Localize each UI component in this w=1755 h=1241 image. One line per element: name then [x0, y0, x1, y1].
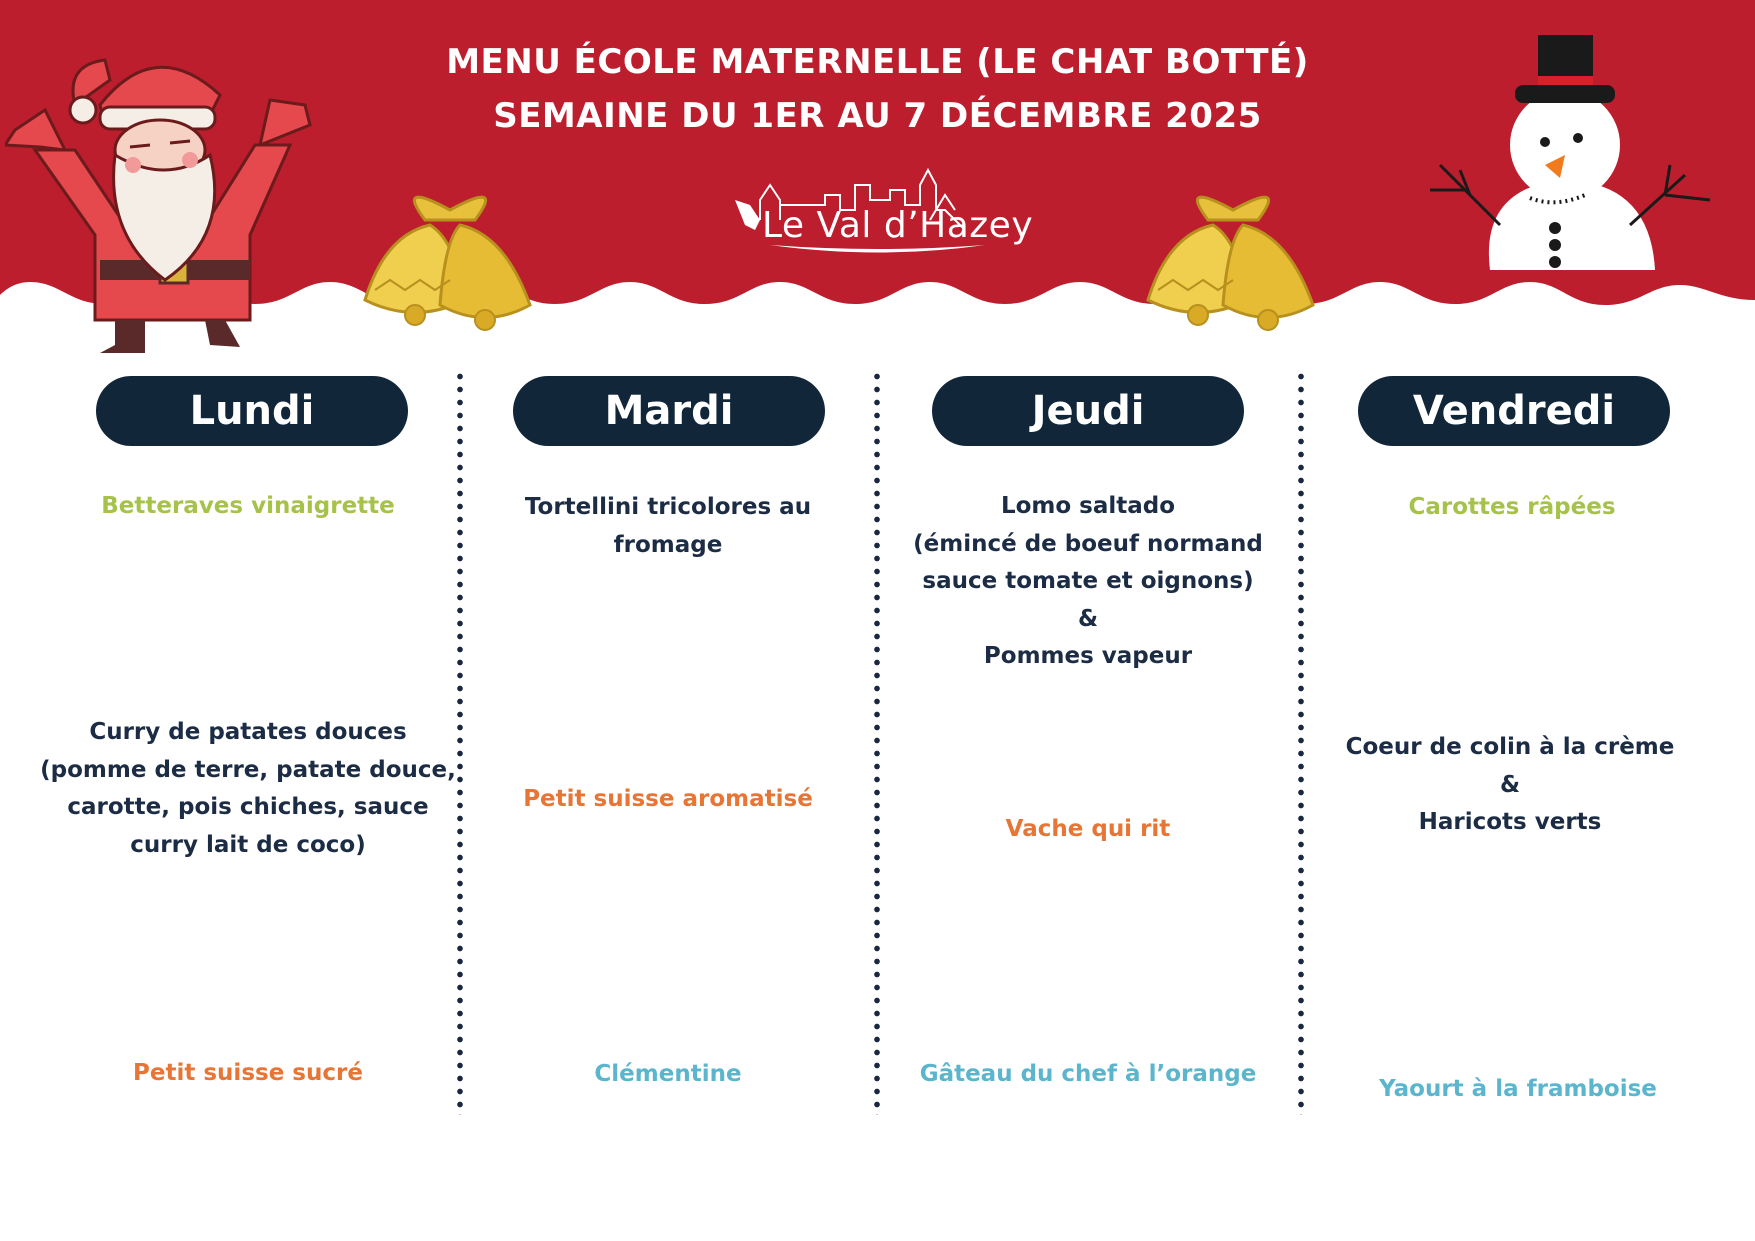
vendredi-dessert: Yaourt à la framboise — [1379, 1076, 1657, 1102]
lundi-main-line: curry lait de coco) — [130, 831, 366, 858]
jeudi-dessert: Gâteau du chef à l’orange — [919, 1061, 1257, 1087]
snowman-icon — [1420, 30, 1720, 310]
jeudi-dairy: Vache qui rit — [1005, 816, 1171, 842]
lundi-starter: Betteraves vinaigrette — [101, 493, 395, 519]
lundi-main-line: Curry de patates douces — [89, 719, 407, 745]
jeudi-main-line: Lomo saltado — [1000, 493, 1176, 519]
mardi-main: Tortellini tricolores au fromage — [524, 494, 812, 558]
vendredi-main-line: Haricots verts — [1418, 809, 1602, 835]
lundi-main — [38, 714, 458, 864]
jeudi-main — [888, 488, 1288, 676]
jeudi-main-line: & — [1077, 605, 1099, 632]
golden-bells-icon — [355, 180, 540, 350]
santa-claus-icon — [5, 35, 325, 365]
day-header-jeudi: Jeudi — [932, 376, 1244, 446]
vendredi-main — [1310, 729, 1710, 842]
day-header-mardi: Mardi — [513, 376, 825, 446]
mardi-dessert: Clémentine — [594, 1061, 742, 1087]
column-divider — [1298, 370, 1304, 1115]
jeudi-main-line: Pommes vapeur — [983, 643, 1193, 669]
jeudi-main-line: (émincé de boeuf normand — [913, 530, 1263, 557]
column-divider — [874, 370, 880, 1115]
mardi-dairy: Petit suisse aromatisé — [523, 786, 813, 812]
jeudi-main-line: sauce tomate et oignons) — [922, 568, 1254, 594]
vendredi-starter: Carottes râpées — [1408, 494, 1616, 520]
lundi-main-line: carotte, pois chiches, sauce — [67, 794, 429, 820]
logo-text: Le Val d’Hazey — [762, 205, 1034, 246]
vendredi-main-line: Coeur de colin à la crème — [1345, 734, 1675, 760]
lundi-dessert: Petit suisse sucré — [133, 1060, 363, 1086]
lundi-main-line: (pomme de terre, patate douce, — [40, 756, 456, 783]
menu-week-subtitle: SEMAINE DU 1ER AU 7 DÉCEMBRE 2025 — [493, 96, 1262, 136]
vendredi-main-line: & — [1499, 771, 1521, 798]
day-header-vendredi: Vendredi — [1358, 376, 1670, 446]
day-header-lundi: Lundi — [96, 376, 408, 446]
golden-bells-icon — [1138, 180, 1323, 350]
menu-title: MENU ÉCOLE MATERNELLE (LE CHAT BOTTÉ) — [446, 42, 1309, 82]
